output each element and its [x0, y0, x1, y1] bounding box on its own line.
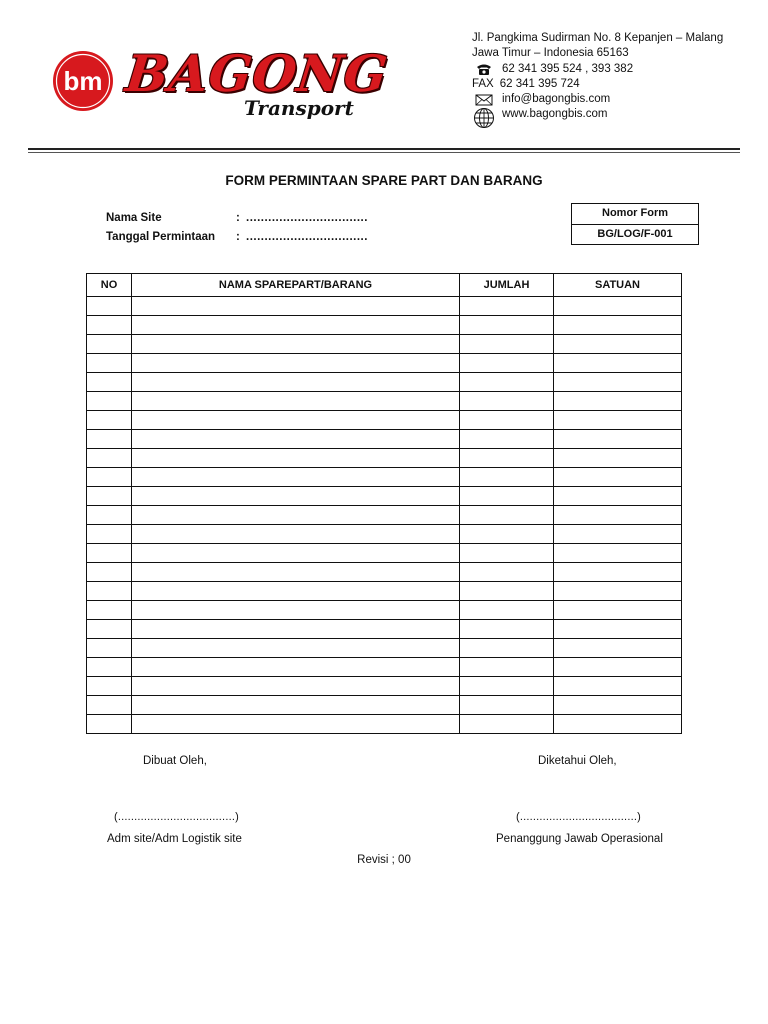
table-row	[87, 696, 682, 715]
created-by-role: Adm site/Adm Logistik site	[107, 833, 242, 845]
cell-item-name[interactable]	[132, 335, 460, 354]
company-logo	[52, 50, 114, 112]
table-row	[87, 316, 682, 335]
fax-label: FAX	[472, 77, 494, 90]
acknowledged-by-signature-line[interactable]: (....................................)	[516, 811, 641, 823]
cell-no[interactable]	[87, 316, 132, 335]
cell-unit[interactable]	[554, 449, 682, 468]
cell-quantity[interactable]	[460, 411, 554, 430]
cell-quantity[interactable]	[460, 658, 554, 677]
cell-no[interactable]	[87, 411, 132, 430]
cell-quantity[interactable]	[460, 677, 554, 696]
cell-no[interactable]	[87, 297, 132, 316]
table-row	[87, 487, 682, 506]
cell-item-name[interactable]	[132, 620, 460, 639]
form-number-label: Nomor Form	[602, 207, 668, 219]
cell-quantity[interactable]	[460, 373, 554, 392]
header-divider-thin	[28, 152, 740, 153]
cell-no[interactable]	[87, 525, 132, 544]
address-line-2: Jawa Timur – Indonesia 65163	[472, 47, 629, 60]
cell-item-name[interactable]	[132, 506, 460, 525]
table-row	[87, 373, 682, 392]
email-address: info@bagongbis.com	[502, 93, 611, 106]
table-row	[87, 354, 682, 373]
acknowledged-by-role: Penanggung Jawab Operasional	[496, 833, 663, 845]
cell-unit[interactable]	[554, 297, 682, 316]
cell-unit[interactable]	[554, 430, 682, 449]
cell-quantity[interactable]	[460, 506, 554, 525]
cell-item-name[interactable]	[132, 639, 460, 658]
cell-quantity[interactable]	[460, 392, 554, 411]
cell-unit[interactable]	[554, 601, 682, 620]
email-row	[472, 92, 723, 107]
cell-item-name[interactable]	[132, 563, 460, 582]
cell-unit[interactable]	[554, 487, 682, 506]
column-header-unit: SATUAN	[554, 274, 682, 297]
cell-item-name[interactable]	[132, 297, 460, 316]
table-body	[87, 297, 682, 734]
cell-quantity[interactable]	[460, 354, 554, 373]
table-row	[87, 506, 682, 525]
table-row	[87, 525, 682, 544]
cell-item-name[interactable]	[132, 601, 460, 620]
column-header-no: NO	[87, 274, 132, 297]
cell-no[interactable]	[87, 658, 132, 677]
created-by-signature-line[interactable]: (....................................)	[114, 811, 239, 823]
cell-no[interactable]	[87, 601, 132, 620]
email-icon	[472, 93, 496, 107]
created-by-heading: Dibuat Oleh,	[143, 755, 207, 767]
site-name-field[interactable]: .................................	[246, 212, 368, 224]
table-row	[87, 297, 682, 316]
cell-no[interactable]	[87, 373, 132, 392]
table-row	[87, 430, 682, 449]
revision-label: Revisi ; 00	[357, 854, 411, 866]
brand-subtitle: Transport	[244, 96, 354, 120]
cell-no[interactable]	[87, 582, 132, 601]
cell-no[interactable]	[87, 354, 132, 373]
cell-unit[interactable]	[554, 620, 682, 639]
table-row	[87, 658, 682, 677]
cell-unit[interactable]	[554, 525, 682, 544]
cell-unit[interactable]	[554, 335, 682, 354]
cell-unit[interactable]	[554, 392, 682, 411]
cell-item-name[interactable]	[132, 677, 460, 696]
table-row	[87, 639, 682, 658]
cell-no[interactable]	[87, 392, 132, 411]
phone-icon	[472, 62, 496, 76]
cell-quantity[interactable]	[460, 487, 554, 506]
cell-unit[interactable]	[554, 411, 682, 430]
cell-quantity[interactable]	[460, 544, 554, 563]
items-table	[86, 273, 682, 734]
cell-no[interactable]	[87, 563, 132, 582]
table-row	[87, 620, 682, 639]
cell-quantity[interactable]	[460, 335, 554, 354]
cell-item-name[interactable]	[132, 411, 460, 430]
fax-number: 62 341 395 724	[499, 77, 580, 90]
column-header-quantity: JUMLAH	[460, 274, 554, 297]
form-number-box	[571, 203, 699, 245]
cell-quantity[interactable]	[460, 639, 554, 658]
site-name-label: Nama Site	[106, 212, 162, 224]
cell-item-name[interactable]	[132, 430, 460, 449]
cell-item-name[interactable]	[132, 354, 460, 373]
cell-unit[interactable]	[554, 316, 682, 335]
cell-item-name[interactable]	[132, 582, 460, 601]
table-row	[87, 335, 682, 354]
table-row	[87, 449, 682, 468]
cell-unit[interactable]	[554, 715, 682, 734]
cell-no[interactable]	[87, 715, 132, 734]
header-divider	[28, 148, 740, 150]
contact-block	[472, 31, 723, 123]
cell-unit[interactable]	[554, 658, 682, 677]
table-row	[87, 411, 682, 430]
cell-no[interactable]	[87, 487, 132, 506]
brand-name: BAGONG	[122, 44, 391, 103]
cell-item-name[interactable]	[132, 658, 460, 677]
cell-no[interactable]	[87, 639, 132, 658]
table-header-row	[87, 274, 682, 297]
table-row	[87, 715, 682, 734]
cell-unit[interactable]	[554, 563, 682, 582]
cell-quantity[interactable]	[460, 601, 554, 620]
form-title: FORM PERMINTAAN SPARE PART DAN BARANG	[225, 173, 543, 188]
request-date-label: Tanggal Permintaan	[106, 231, 216, 243]
address-line-1: Jl. Pangkima Sudirman No. 8 Kepanjen – Malang	[472, 32, 724, 44]
cell-item-name[interactable]	[132, 392, 460, 411]
cell-quantity[interactable]	[460, 620, 554, 639]
request-date-field[interactable]: .................................	[246, 231, 368, 243]
cell-item-name[interactable]	[132, 373, 460, 392]
table-row	[87, 677, 682, 696]
logo-text: bm	[63, 66, 103, 96]
cell-unit[interactable]	[554, 696, 682, 715]
cell-quantity[interactable]	[460, 297, 554, 316]
cell-no[interactable]	[87, 620, 132, 639]
cell-no[interactable]	[87, 335, 132, 354]
cell-item-name[interactable]	[132, 525, 460, 544]
cell-quantity[interactable]	[460, 563, 554, 582]
cell-item-name[interactable]	[132, 544, 460, 563]
cell-item-name[interactable]	[132, 449, 460, 468]
website-url: www.bagongbis.com	[502, 108, 608, 121]
website-row	[472, 107, 723, 122]
cell-unit[interactable]	[554, 677, 682, 696]
form-number-value: BG/LOG/F-001	[572, 224, 698, 245]
cell-unit[interactable]	[554, 582, 682, 601]
cell-no[interactable]	[87, 449, 132, 468]
table-row	[87, 468, 682, 487]
request-date-colon: :	[236, 231, 240, 243]
globe-icon	[472, 108, 496, 122]
cell-unit[interactable]	[554, 354, 682, 373]
phone-row	[472, 62, 723, 77]
cell-quantity[interactable]	[460, 525, 554, 544]
cell-unit[interactable]	[554, 468, 682, 487]
cell-no[interactable]	[87, 506, 132, 525]
cell-quantity[interactable]	[460, 715, 554, 734]
column-header-item-name: NAMA SPAREPART/BARANG	[132, 274, 460, 297]
cell-item-name[interactable]	[132, 696, 460, 715]
cell-item-name[interactable]	[132, 715, 460, 734]
cell-quantity[interactable]	[460, 449, 554, 468]
cell-unit[interactable]	[554, 506, 682, 525]
cell-no[interactable]	[87, 430, 132, 449]
cell-unit[interactable]	[554, 639, 682, 658]
cell-quantity[interactable]	[460, 430, 554, 449]
cell-no[interactable]	[87, 677, 132, 696]
table-row	[87, 544, 682, 563]
cell-no[interactable]	[87, 696, 132, 715]
cell-quantity[interactable]	[460, 316, 554, 335]
cell-no[interactable]	[87, 544, 132, 563]
cell-quantity[interactable]	[460, 696, 554, 715]
fax-row	[472, 77, 723, 92]
table-row	[87, 563, 682, 582]
cell-quantity[interactable]	[460, 468, 554, 487]
site-name-colon: :	[236, 212, 240, 224]
cell-quantity[interactable]	[460, 582, 554, 601]
cell-no[interactable]	[87, 468, 132, 487]
acknowledged-by-heading: Diketahui Oleh,	[538, 755, 617, 767]
cell-item-name[interactable]	[132, 316, 460, 335]
table-row	[87, 582, 682, 601]
cell-unit[interactable]	[554, 373, 682, 392]
table-row	[87, 392, 682, 411]
cell-item-name[interactable]	[132, 487, 460, 506]
phone-number: 62 341 395 524 , 393 382	[502, 62, 634, 75]
cell-unit[interactable]	[554, 544, 682, 563]
table-row	[87, 601, 682, 620]
cell-item-name[interactable]	[132, 468, 460, 487]
